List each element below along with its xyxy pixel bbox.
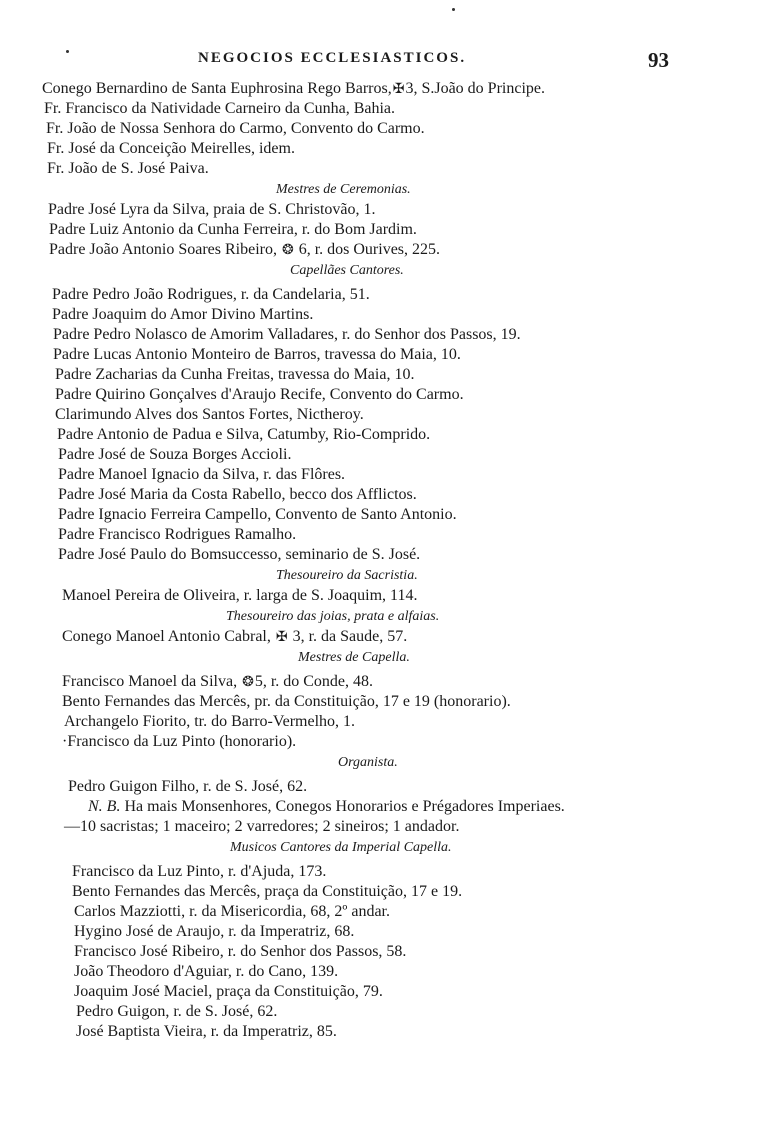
list-item: Bento Fernandes das Mercês, pr. da Constituição, 17 e 19 (honorario). — [62, 693, 511, 710]
section-heading: Thesoureiro da Sacristia. — [276, 568, 418, 583]
note-prefix: N. B. — [88, 798, 121, 815]
list-item: Conego Bernardino de Santa Euphrosina Rego Barros,✠3, S.João do Principe. — [42, 79, 768, 99]
cross-icon: ❂ — [242, 675, 254, 690]
list-item: Padre José Maria da Costa Rabello, becco dos Afflictos. — [58, 486, 417, 503]
section-heading: Capellães Cantores. — [290, 263, 404, 278]
list-item: Archangelo Fiorito, tr. do Barro-Vermelho, 1. — [64, 713, 356, 730]
list-item: Padre Lucas Antonio Monteiro de Barros, travessa do Maia, 10. — [53, 346, 461, 363]
list-item: Francisco Manoel da Silva, ❂5, r. do Conde, 48. — [62, 672, 768, 692]
section-heading: Thesoureiro das joias, prata e alfaias. — [226, 609, 440, 624]
list-item: Pedro Guigon, r. de S. José, 62. — [76, 1003, 278, 1020]
list-item: Padre Pedro João Rodrigues, r. da Candelaria, 51. — [52, 286, 370, 303]
ink-speck — [452, 8, 455, 11]
list-item: Padre José Paulo do Bomsuccesso, seminario de S. José. — [58, 546, 421, 563]
list-item: Fr. João de S. José Paiva. — [47, 160, 209, 177]
section-heading: Mestres de Capella. — [298, 650, 410, 665]
list-item: Padre Joaquim do Amor Divino Martins. — [52, 306, 314, 323]
list-item: Padre Zacharias da Cunha Freitas, travessa do Maia, 10. — [55, 366, 415, 383]
list-item: Padre Ignacio Ferreira Campello, Convento de Santo Antonio. — [58, 506, 457, 523]
list-item: Padre Manoel Ignacio da Silva, r. das Flôres. — [58, 466, 346, 483]
cross-icon: ❂ — [281, 243, 294, 258]
list-item: Francisco da Luz Pinto, r. d'Ajuda, 173. — [72, 863, 327, 880]
page-number: 93 — [648, 48, 669, 72]
section-heading: Musicos Cantores da Imperial Capella. — [230, 840, 452, 855]
list-item: Padre José de Souza Borges Accioli. — [58, 446, 292, 463]
list-item: João Theodoro d'Aguiar, r. do Cano, 139. — [74, 963, 339, 980]
note-line: —10 sacristas; 1 maceiro; 2 varredores; 2 sineiros; 1 andador. — [64, 818, 460, 835]
cross-icon: ✠ — [275, 630, 288, 645]
list-item: Francisco José Ribeiro, r. do Senhor dos Passos, 58. — [74, 943, 407, 960]
note-line: N. B. Ha mais Monsenhores, Conegos Honorarios e Prégadores Imperiaes. — [88, 798, 565, 815]
cross-icon: ✠ — [392, 82, 405, 97]
list-item: ·Francisco da Luz Pinto (honorario). — [62, 733, 297, 750]
section-heading: Organista. — [338, 755, 398, 770]
list-item: Padre Antonio de Padua e Silva, Catumby, Rio-Comprido. — [57, 426, 431, 443]
list-item: Padre Pedro Nolasco de Amorim Valladares, r. do Senhor dos Passos, 19. — [53, 326, 521, 343]
section-heading: Mestres de Ceremonias. — [276, 182, 411, 197]
page-body — [0, 79, 768, 1042]
list-item: José Baptista Vieira, r. da Imperatriz, 85. — [76, 1023, 337, 1040]
list-item: Clarimundo Alves dos Santos Fortes, Nictheroy. — [55, 406, 364, 423]
list-item: Padre João Antonio Soares Ribeiro, ❂ 6, r. dos Ourives, 225. — [49, 240, 768, 260]
list-item: Fr. João de Nossa Senhora do Carmo, Convento do Carmo. — [46, 120, 425, 137]
list-item: Pedro Guigon Filho, r. de S. José, 62. — [68, 778, 308, 795]
page-header — [0, 50, 768, 74]
list-item: Joaquim José Maciel, praça da Constituição, 79. — [74, 983, 383, 1000]
list-item: Bento Fernandes das Mercês, praça da Constituição, 17 e 19. — [72, 883, 463, 900]
list-item: Manoel Pereira de Oliveira, r. larga de S. Joaquim, 114. — [62, 587, 418, 604]
running-title: NEGOCIOS ECCLESIASTICOS. — [198, 50, 467, 66]
list-item: Hygino José de Araujo, r. da Imperatriz, 68. — [74, 923, 355, 940]
list-item: Padre Quirino Gonçalves d'Araujo Recife, Convento do Carmo. — [55, 386, 464, 403]
list-item: Conego Manoel Antonio Cabral, ✠ 3, r. da Saude, 57. — [62, 627, 768, 647]
list-item: Padre José Lyra da Silva, praia de S. Christovão, 1. — [48, 201, 376, 218]
list-item: Padre Francisco Rodrigues Ramalho. — [58, 526, 297, 543]
list-item: Fr. Francisco da Natividade Carneiro da Cunha, Bahia. — [44, 100, 396, 117]
list-item: Fr. José da Conceição Meirelles, idem. — [47, 140, 295, 157]
list-item: Carlos Mazziotti, r. da Misericordia, 68, 2º andar. — [74, 903, 390, 920]
list-item: Padre Luiz Antonio da Cunha Ferreira, r. do Bom Jardim. — [49, 221, 417, 238]
